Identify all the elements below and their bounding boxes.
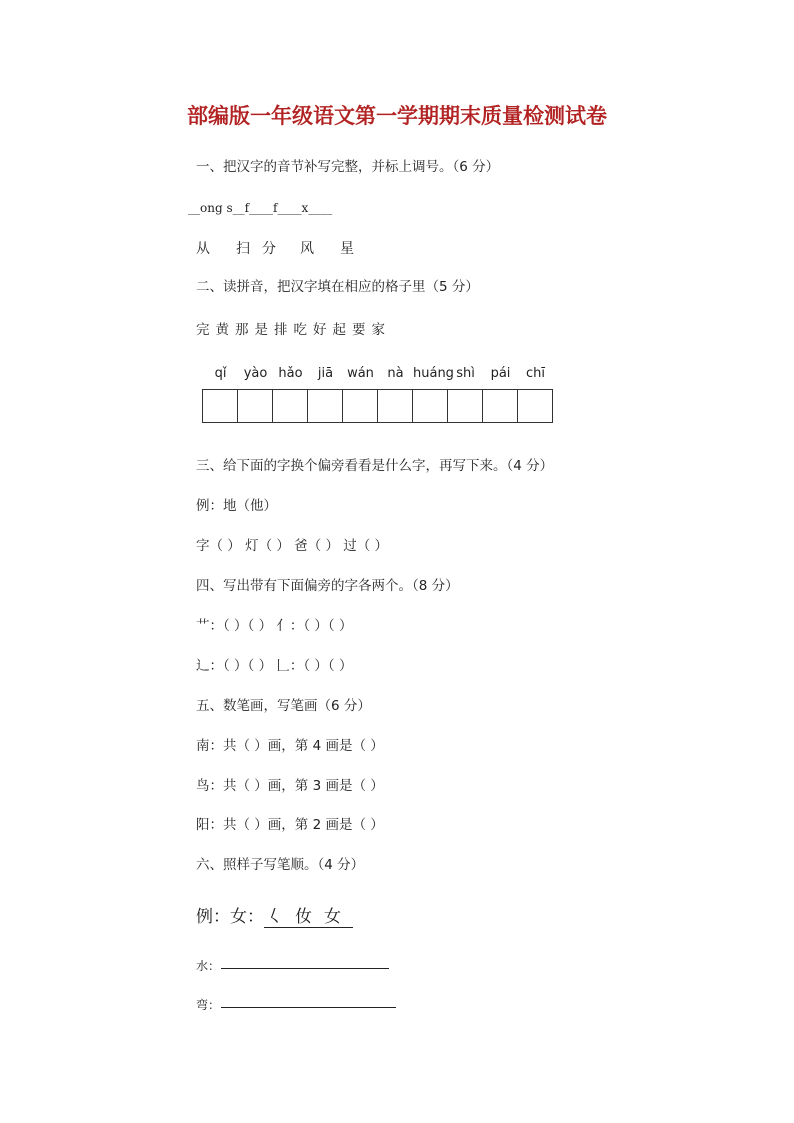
pinyin-label: chī [526,366,545,381]
answer-cell[interactable] [343,390,378,423]
answer-cell[interactable] [448,390,483,423]
example-label: 例：女： [196,907,264,927]
pinyin-row [203,366,553,381]
question-4-heading: 四、写出带有下面偏旁的字各两个。（8 分） [196,578,459,594]
char-item: 吃 [293,322,307,338]
char-item: 扫 [236,241,250,257]
question-1-blanks: __ong s__f____f____x____ [188,201,333,215]
answer-cell[interactable] [238,390,273,423]
question-3-items: 字（ ） 灯（ ） 爸（ ） 过（ ） [196,538,389,554]
example-strokes [264,902,353,928]
answer-line[interactable] [221,1007,396,1008]
question-2-heading: 二、读拼音，把汉字填在相应的格子里（5 分） [196,279,479,295]
char-item: 星 [340,241,354,257]
question-5-item: 鸟：共（ ）画，第 3 画是（ ） [196,778,384,794]
pinyin-label: jiā [317,366,334,381]
pinyin-label: nà [387,366,404,381]
pinyin-label: yào [243,366,268,381]
answer-cell[interactable] [413,390,448,423]
question-3-heading: 三、给下面的字换个偏旁看看是什么字，再写下来。（4 分） [196,458,554,474]
question-6-item-label: 弯： [196,998,221,1012]
question-1-chars [196,238,372,258]
answer-cell[interactable] [378,390,413,423]
question-1-heading: 一、把汉字的音节补写完整，并标上调号。（6 分） [196,159,500,175]
pinyin-label: pái [490,366,511,381]
answer-cell[interactable] [483,390,518,423]
question-4-line-1: 艹：（ ）（ ） 亻：（ ）（ ） [196,618,353,634]
question-6-item-label: 水： [196,959,221,973]
answer-cell[interactable] [203,390,238,423]
pinyin-label: shì [456,366,475,381]
char-item: 要 [352,322,366,338]
stroke-step: 女 [324,907,341,927]
char-item: 完 [196,322,210,338]
char-item: 那 [235,322,249,338]
char-item: 起 [332,322,346,338]
pinyin-label: hǎo [278,366,303,381]
question-4-line-2: 辶：（ ）（ ） 𠃊：（ ）（ ） [196,658,353,674]
char-item: 黄 [215,322,229,338]
stroke-step: 㚢 [295,907,312,927]
page-title: 部编版一年级语文第一学期期末质量检测试卷 [187,104,607,128]
question-2-chars [196,318,391,338]
question-3-example: 例：地（他） [196,498,277,514]
question-6-example [196,902,353,928]
question-6-heading: 六、照样子写笔顺。（4 分） [196,857,365,873]
char-item: 风 [300,241,314,257]
pinyin-label: qǐ [214,366,227,381]
answer-line[interactable] [221,968,389,969]
question-5-heading: 五、数笔画，写笔画（6 分） [196,698,371,714]
char-item: 分 [262,241,276,257]
stroke-step: 𡿨 [266,907,283,927]
answer-cell[interactable] [518,390,553,423]
char-item: 好 [313,322,327,338]
char-item: 家 [371,322,385,338]
answer-grid [202,389,553,423]
question-5-item: 阳：共（ ）画，第 2 画是（ ） [196,817,384,833]
question-5-item: 南：共（ ）画，第 4 画是（ ） [196,738,384,754]
pinyin-label: wán [347,366,374,381]
answer-cell[interactable] [273,390,308,423]
pinyin-label: huáng [413,366,454,381]
char-item: 是 [254,322,268,338]
answer-cell[interactable] [308,390,343,423]
char-item: 排 [274,322,288,338]
char-item: 从 [196,241,210,257]
